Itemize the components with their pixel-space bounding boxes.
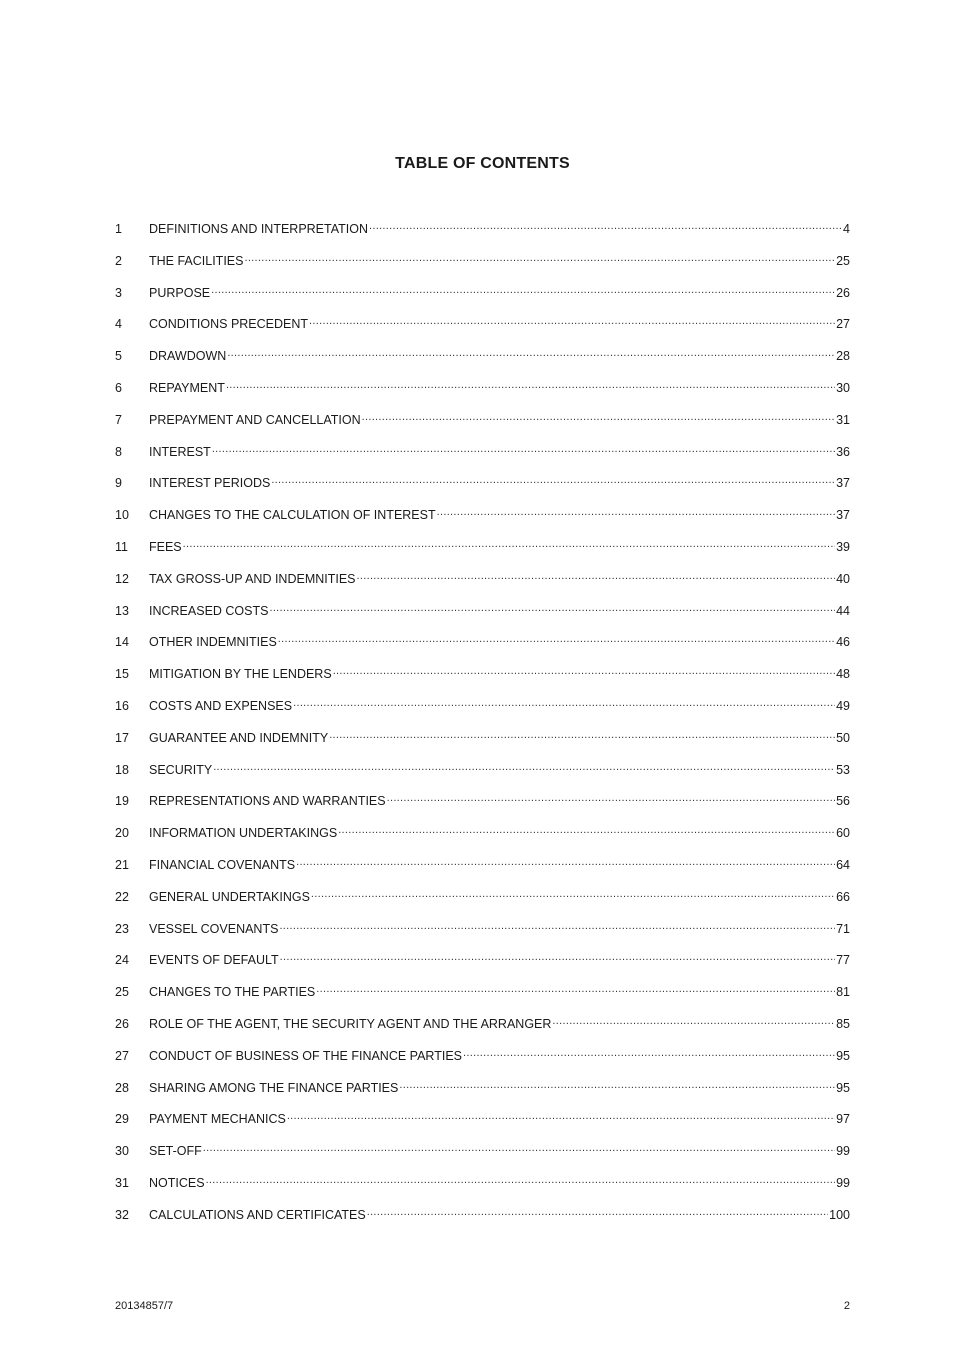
toc-entry-page: 53 (836, 762, 850, 777)
toc-entry[interactable] (115, 1204, 850, 1236)
toc-dot-leader (206, 1173, 836, 1187)
toc-dot-leader (437, 505, 835, 519)
toc-entry-number: 11 (115, 539, 128, 554)
toc-entry-number: 23 (115, 921, 129, 936)
toc-entry[interactable] (115, 409, 850, 441)
toc-entry[interactable] (115, 1077, 850, 1109)
toc-entry-page: 25 (836, 253, 850, 268)
toc-entry-number: 3 (115, 285, 122, 300)
toc-entry-title: VESSEL COVENANTS (149, 921, 279, 936)
toc-entry-title: DRAWDOWN (149, 349, 227, 364)
toc-entry-page: 31 (836, 412, 850, 427)
toc-entry-page: 28 (836, 349, 850, 364)
toc-dot-leader (227, 346, 835, 360)
toc-entry[interactable] (115, 727, 850, 759)
toc-entry[interactable] (115, 981, 850, 1013)
toc-dot-leader (311, 887, 835, 901)
toc-entry-title: MITIGATION BY THE LENDERS (149, 667, 332, 682)
toc-entry-title: FINANCIAL COVENANTS (149, 857, 296, 872)
toc-dot-leader (203, 1141, 835, 1155)
toc-entry[interactable] (115, 313, 850, 345)
toc-entry-title: TAX GROSS-UP AND INDEMNITIES (149, 571, 356, 586)
toc-entry[interactable] (115, 441, 850, 473)
toc-entry-page: 60 (836, 826, 850, 841)
toc-dot-leader (183, 537, 835, 551)
toc-entry-number: 19 (115, 794, 129, 809)
toc-entry[interactable] (115, 504, 850, 536)
toc-entry-number: 10 (115, 508, 129, 523)
toc-entry-title: GUARANTEE AND INDEMNITY (149, 730, 329, 745)
toc-entry-page: 95 (836, 1080, 850, 1095)
toc-entry-page: 97 (836, 1112, 850, 1127)
toc-entry-title: FEES (149, 539, 182, 554)
toc-dot-leader (357, 569, 836, 583)
table-of-contents (115, 218, 850, 1236)
toc-entry-page: 40 (836, 571, 850, 586)
toc-entry-number: 18 (115, 762, 129, 777)
toc-entry-title: OTHER INDEMNITIES (149, 635, 277, 650)
toc-entry-page: 26 (836, 285, 850, 300)
toc-dot-leader (271, 473, 835, 487)
toc-entry-page: 49 (836, 698, 850, 713)
toc-dot-leader (463, 1046, 835, 1060)
toc-dot-leader (309, 314, 835, 328)
toc-entry-number: 20 (115, 826, 129, 841)
toc-entry[interactable] (115, 250, 850, 282)
toc-entry-page: 99 (836, 1175, 850, 1190)
toc-entry-page: 27 (836, 317, 850, 332)
toc-entry[interactable] (115, 536, 850, 568)
toc-entry-page: 71 (836, 921, 850, 936)
toc-dot-leader (367, 1205, 828, 1219)
toc-entry-title: CONDITIONS PRECEDENT (149, 317, 309, 332)
toc-entry-title: INFORMATION UNDERTAKINGS (149, 826, 338, 841)
toc-entry-number: 25 (115, 985, 129, 1000)
toc-dot-leader (399, 1078, 835, 1092)
toc-entry-number: 7 (115, 412, 122, 427)
toc-dot-leader (213, 760, 835, 774)
toc-entry-title: EVENTS OF DEFAULT (149, 953, 279, 968)
toc-entry-title: COSTS AND EXPENSES (149, 698, 293, 713)
toc-dot-leader (226, 378, 835, 392)
toc-entry-page: 4 (843, 222, 850, 236)
toc-entry-title: REPRESENTATIONS AND WARRANTIES (149, 794, 386, 809)
toc-entry-title: REPAYMENT (149, 380, 225, 395)
toc-entry[interactable] (115, 790, 850, 822)
toc-dot-leader (212, 442, 835, 456)
toc-entry-number: 26 (115, 1016, 129, 1031)
toc-entry-title: CONDUCT OF BUSINESS OF THE FINANCE PARTIES (149, 1048, 463, 1063)
toc-entry-title: CHANGES TO THE CALCULATION OF INTEREST (149, 508, 436, 523)
toc-entry-number: 32 (115, 1207, 129, 1222)
toc-entry-page: 100 (829, 1207, 850, 1222)
toc-dot-leader (293, 696, 835, 710)
toc-entry-number: 16 (115, 698, 129, 713)
toc-entry-page: 36 (836, 444, 850, 459)
toc-entry-number: 30 (115, 1144, 129, 1159)
toc-entry-number: 15 (115, 667, 129, 682)
toc-entry-number: 5 (115, 349, 122, 364)
toc-entry-title: SET-OFF (149, 1144, 202, 1159)
toc-entry[interactable] (115, 822, 850, 854)
toc-dot-leader (278, 632, 835, 646)
footer-reference: 20134857/7 (115, 1300, 174, 1312)
toc-entry-page: 37 (836, 476, 850, 491)
toc-entry[interactable] (115, 1013, 850, 1045)
toc-entry-number: 8 (115, 444, 122, 459)
toc-entry-number: 31 (115, 1175, 129, 1190)
toc-entry-number: 28 (115, 1080, 129, 1095)
toc-dot-leader (369, 219, 842, 233)
toc-entry-title: ROLE OF THE AGENT, THE SECURITY AGENT AND THE ARRANGER (149, 1016, 552, 1031)
toc-dot-leader (333, 664, 835, 678)
toc-entry-page: 50 (836, 730, 850, 745)
toc-entry[interactable] (115, 695, 850, 727)
toc-entry[interactable] (115, 600, 850, 632)
toc-dot-leader (362, 410, 835, 424)
toc-dot-leader (211, 283, 835, 297)
toc-entry-number: 17 (115, 730, 129, 745)
toc-entry-page: 37 (836, 508, 850, 523)
toc-entry-title: INTEREST (149, 444, 211, 459)
toc-entry[interactable] (115, 345, 850, 377)
toc-entry-number: 29 (115, 1112, 129, 1127)
toc-entry-number: 6 (115, 380, 122, 395)
toc-entry-number: 24 (115, 953, 129, 968)
toc-entry[interactable] (115, 918, 850, 950)
toc-entry-page: 81 (836, 985, 850, 1000)
toc-entry[interactable] (115, 1140, 850, 1172)
toc-entry[interactable] (115, 1045, 850, 1077)
toc-entry-page: 85 (836, 1016, 850, 1031)
toc-entry-number: 2 (115, 253, 122, 268)
toc-dot-leader (287, 1109, 835, 1123)
toc-entry-number: 12 (115, 571, 129, 586)
toc-entry[interactable] (115, 568, 850, 600)
toc-entry-page: 95 (836, 1048, 850, 1063)
toc-entry-page: 46 (836, 635, 850, 650)
toc-entry-page: 44 (836, 603, 850, 618)
toc-entry-page: 64 (836, 857, 850, 872)
toc-dot-leader (316, 982, 835, 996)
toc-entry[interactable] (115, 949, 850, 981)
toc-entry-number: 4 (115, 317, 122, 332)
toc-dot-leader (338, 823, 835, 837)
toc-entry-page: 99 (836, 1144, 850, 1159)
toc-entry-number: 22 (115, 889, 129, 904)
toc-entry-title: CHANGES TO THE PARTIES (149, 985, 316, 1000)
toc-entry[interactable] (115, 663, 850, 695)
toc-entry-title: NOTICES (149, 1175, 205, 1190)
toc-entry-number: 27 (115, 1048, 129, 1063)
toc-entry[interactable] (115, 472, 850, 504)
toc-entry-title: PURPOSE (149, 285, 211, 300)
page-title: TABLE OF CONTENTS (395, 155, 570, 172)
toc-entry-page: 39 (836, 539, 850, 554)
toc-dot-leader (387, 791, 835, 805)
toc-dot-leader (552, 1014, 835, 1028)
toc-dot-leader (269, 601, 835, 615)
toc-entry[interactable] (115, 282, 850, 314)
toc-entry-number: 13 (115, 603, 129, 618)
toc-dot-leader (296, 855, 835, 869)
toc-entry-page: 66 (836, 889, 850, 904)
toc-entry-title: PREPAYMENT AND CANCELLATION (149, 412, 361, 427)
toc-entry-number: 9 (115, 476, 122, 491)
toc-entry[interactable] (115, 218, 850, 250)
toc-entry-page: 48 (836, 667, 850, 682)
toc-entry-number: 1 (115, 222, 122, 236)
toc-entry-title: INTEREST PERIODS (149, 476, 271, 491)
toc-entry[interactable] (115, 1172, 850, 1204)
toc-entry[interactable] (115, 377, 850, 409)
toc-entry-number: 21 (115, 857, 129, 872)
toc-entry[interactable] (115, 886, 850, 918)
toc-entry-number: 14 (115, 635, 129, 650)
toc-entry-title: DEFINITIONS AND INTERPRETATION (149, 222, 368, 236)
toc-entry[interactable] (115, 759, 850, 791)
toc-entry-page: 77 (836, 953, 850, 968)
toc-entry-title: SHARING AMONG THE FINANCE PARTIES (149, 1080, 399, 1095)
toc-entry[interactable] (115, 631, 850, 663)
toc-entry-page: 30 (836, 380, 850, 395)
toc-dot-leader (279, 919, 835, 933)
toc-entry-page: 56 (836, 794, 850, 809)
toc-dot-leader (280, 950, 835, 964)
toc-dot-leader (329, 728, 835, 742)
toc-entry-title: INCREASED COSTS (149, 603, 269, 618)
toc-dot-leader (244, 251, 835, 265)
toc-entry[interactable] (115, 854, 850, 886)
toc-entry-title: SECURITY (149, 762, 213, 777)
footer-page-number: 2 (843, 1300, 850, 1312)
toc-entry-title: CALCULATIONS AND CERTIFICATES (149, 1207, 366, 1222)
toc-entry[interactable] (115, 1108, 850, 1140)
toc-entry-title: GENERAL UNDERTAKINGS (149, 889, 310, 904)
toc-entry-title: THE FACILITIES (149, 253, 244, 268)
toc-entry-title: PAYMENT MECHANICS (149, 1112, 286, 1127)
